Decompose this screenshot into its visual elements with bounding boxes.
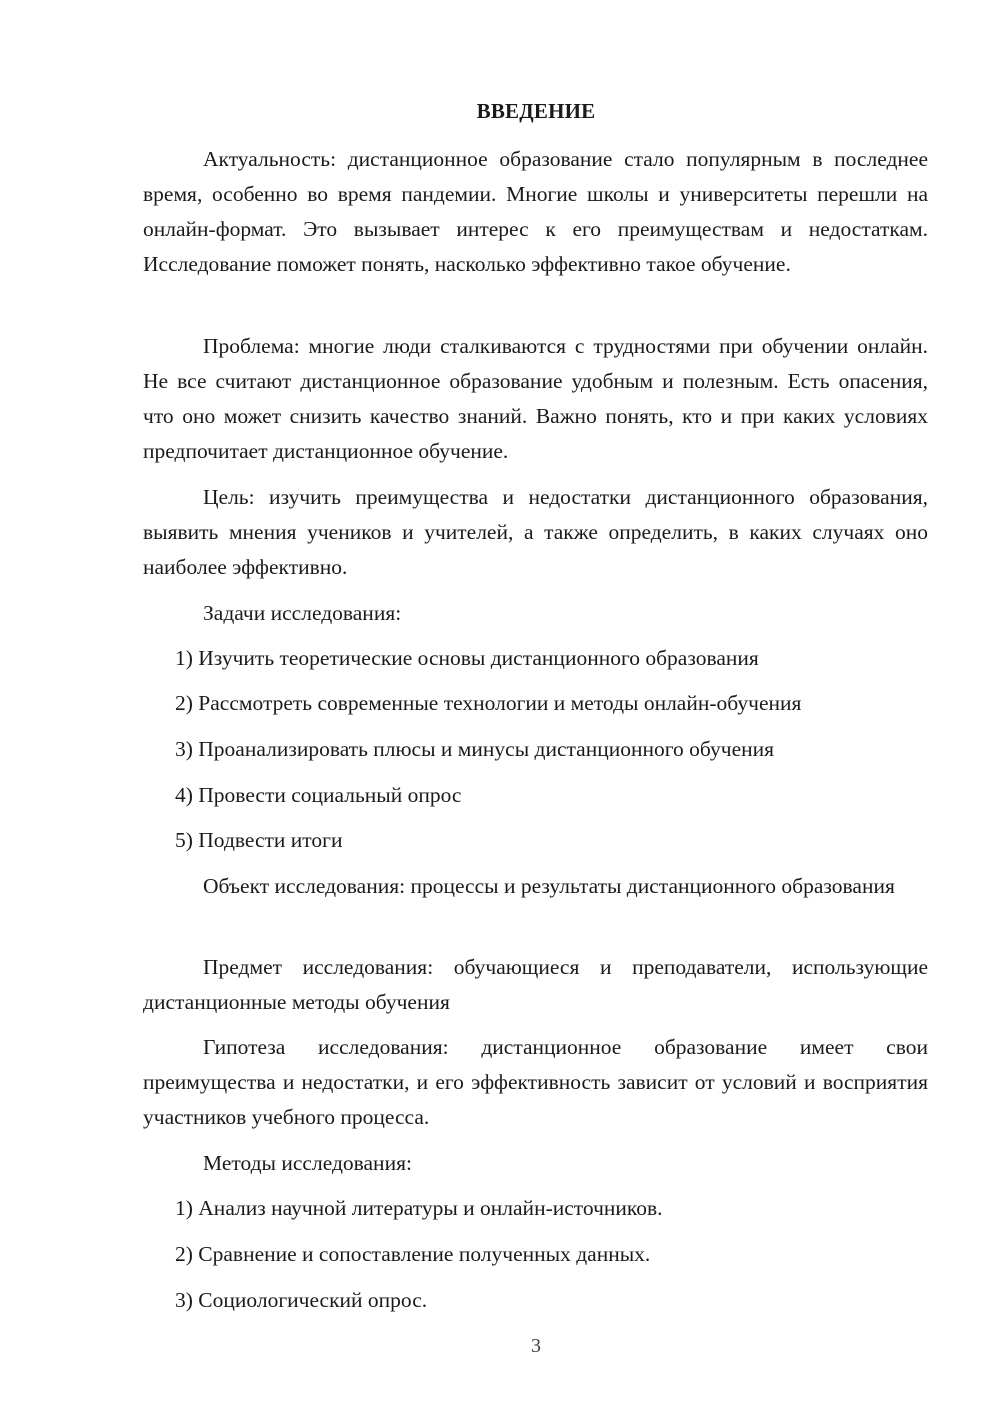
task-item: 4) Провести социальный опрос <box>175 783 462 807</box>
subject-paragraph: Предмет исследования: обучающиеся и преподаватели, использующие дистанционные методы обучения <box>143 955 928 1014</box>
method-item: 2) Сравнение и сопоставление полученных данных. <box>175 1242 651 1266</box>
task-item: 1) Изучить теоретические основы дистанционного образования <box>175 646 759 670</box>
tasks-heading: Задачи исследования: <box>203 601 402 625</box>
page-title: ВВЕДЕНИЕ <box>476 99 596 123</box>
object-paragraph: Объект исследования: процессы и результаты дистанционного образования <box>203 874 895 898</box>
relevance-paragraph: Актуальность: дистанционное образование стало популярным в последнее время, особенно во время пандемии. Многие школы и университеты перешли на онлайн-формат. Это вызывает интерес к его преимуществам и недостаткам. Исследование поможет понять, насколько эффективно такое обучение. <box>143 147 928 276</box>
problem-paragraph: Проблема: многие люди сталкиваются с трудностями при обучении онлайн. Не все считают дистанционное образование удобным и полезным. Есть опасения, что оно может снизить качество знаний. Важно понять, кто и при каких условиях предпочитает дистанционное обучение. <box>143 334 928 463</box>
method-item: 1) Анализ научной литературы и онлайн-источников. <box>175 1196 663 1220</box>
hypothesis-paragraph: Гипотеза исследования: дистанционное образование имеет свои преимущества и недостатки, и его эффективность зависит от условий и восприятия участников учебного процесса. <box>143 1035 928 1129</box>
goal-paragraph: Цель: изучить преимущества и недостатки дистанционного образования, выявить мнения учеников и учителей, а также определить, в каких случаях оно наиболее эффективно. <box>143 485 928 579</box>
task-item: 2) Рассмотреть современные технологии и методы онлайн-обучения <box>175 691 802 715</box>
methods-heading: Методы исследования: <box>203 1151 412 1175</box>
page-number: 3 <box>531 1335 541 1357</box>
method-item: 3) Социологический опрос. <box>175 1288 428 1312</box>
task-item: 3) Проанализировать плюсы и минусы дистанционного обучения <box>175 737 775 761</box>
task-item: 5) Подвести итоги <box>175 828 343 852</box>
